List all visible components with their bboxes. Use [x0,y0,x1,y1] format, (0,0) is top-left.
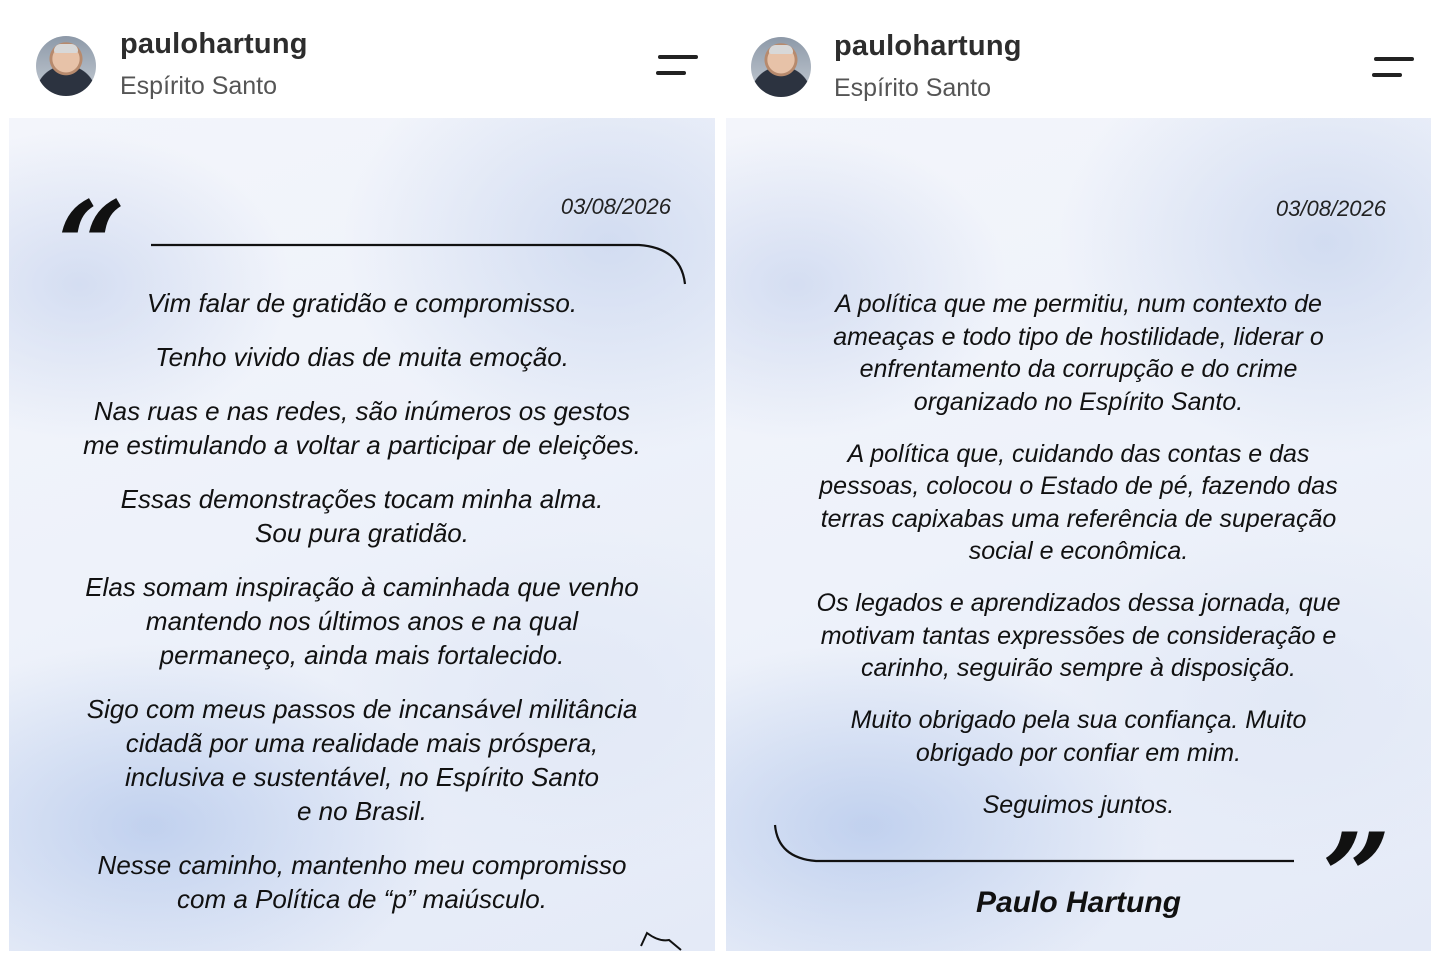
paragraph: A política que, cuidando das contas e das pessoas, colocou o Estado de pé, fazendo das terras capixabas uma referência de superação social e econômica. [819,439,1338,565]
post-text [9,286,715,936]
paragraph: Elas somam inspiração à caminhada que venho mantendo nos últimos anos e na qual permaneço, ainda mais fortalecido. [85,572,639,670]
paragraph: Nesse caminho, mantenho meu compromisso com a Política de “p” maiúsculo. [97,850,627,914]
username[interactable]: paulohartung [120,28,308,60]
close-quote-mark: ” [1321,818,1391,898]
username[interactable]: paulohartung [834,30,1022,62]
location-label[interactable]: Espírito Santo [834,74,992,102]
paragraph: Vim falar de gratidão e compromisso. [146,288,578,318]
post-header [720,0,1440,118]
paragraph: Tenho vivido dias de muita emoção. [155,342,569,372]
post-image [726,118,1431,951]
post-date: 03/08/2026 [560,194,671,219]
avatar[interactable] [36,36,96,96]
paragraph: Sigo com meus passos de incansável militância cidadã por uma realidade mais próspera, inclusiva e sustentável, no Espírito Santo e no Brasil. [86,694,638,826]
avatar[interactable] [751,37,811,97]
paragraph: Nas ruas e nas redes, são inúmeros os gestos me estimulando a voltar a participar de eleições. [83,396,641,460]
menu-icon[interactable] [1372,57,1414,79]
paragraph: Seguimos juntos. [982,790,1175,819]
open-quote-mark: “ [57,186,127,266]
right-post [720,0,1440,960]
post-image [9,118,715,951]
paragraph: Muito obrigado pela sua confiança. Muito obrigado por confiar em mim. [850,706,1307,767]
post-header [0,0,720,118]
paragraph: Essas demonstrações tocam minha alma. Sou pura gratidão. [120,484,604,548]
location-label[interactable]: Espírito Santo [120,72,278,100]
menu-icon[interactable] [656,55,698,77]
post-text [726,288,1431,841]
post-date: 03/08/2026 [1275,196,1386,221]
paragraph: A política que me permitiu, num contexto de ameaças e todo tipo de hostilidade, liderar o enfrentamento da corrupção e do crime organizado no Espírito Santo. [833,290,1324,416]
paragraph: Os legados e aprendizados dessa jornada, que motivam tantas expressões de consideração e carinho, seguirão sempre à disposição. [816,589,1341,682]
signature: Paulo Hartung [975,886,1181,919]
